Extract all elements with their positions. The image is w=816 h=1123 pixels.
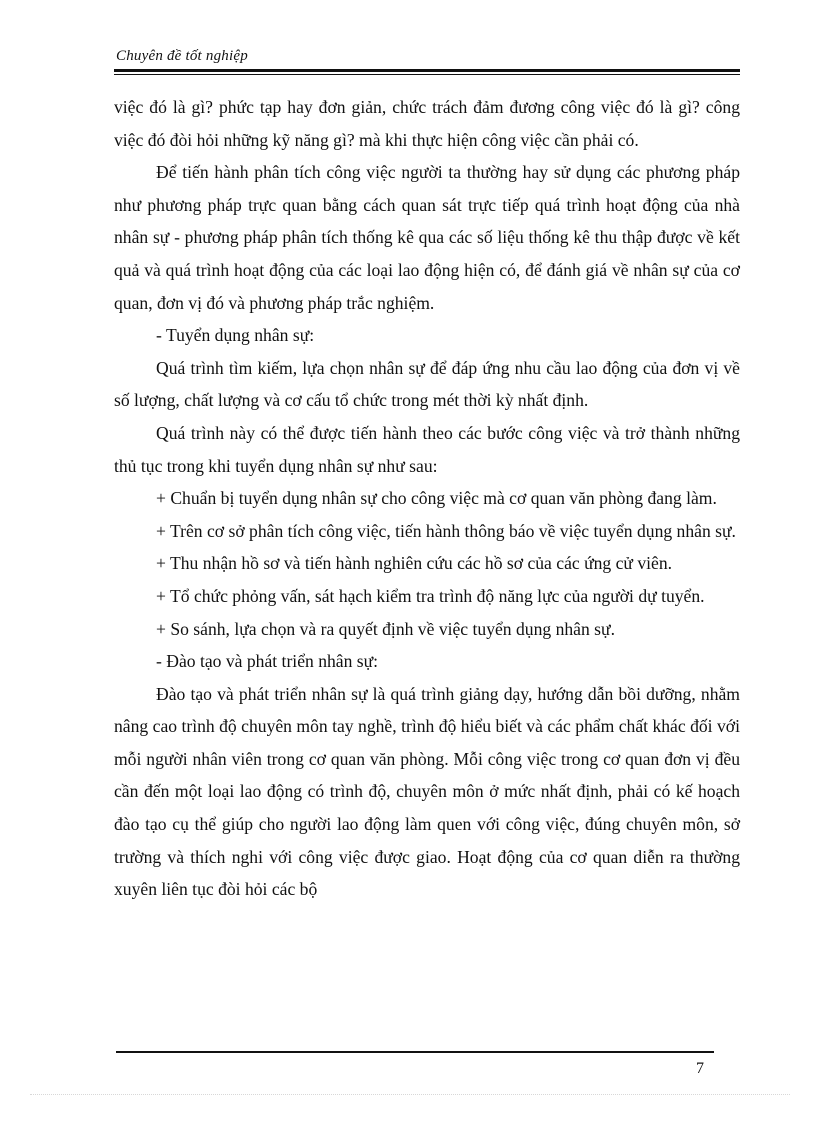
list-item: + So sánh, lựa chọn và ra quyết định về việc tuyển dụng nhân sự.	[156, 618, 615, 639]
paragraph: Quá trình tìm kiếm, lựa chọn nhân sự để đáp ứng nhu cầu lao động của đơn vị về số lượng, chất lượng và cơ cấu tổ chức trong mét thời kỳ nhất định.	[114, 357, 740, 411]
footer-rule	[116, 1051, 714, 1053]
paragraph: Quá trình này có thể được tiến hành theo các bước công việc và trở thành những thủ tục trong khi tuyển dụng nhân sự như sau:	[114, 422, 740, 476]
paragraph: Đào tạo và phát triển nhân sự là quá trình giảng dạy, hướng dẫn bồi dưỡng, nhằm nâng cao trình độ chuyên môn tay nghề, trình độ hiểu biết và các phẩm chất khác đối với mỗi người nhân viên trong cơ quan văn phòng. Mỗi công việc trong cơ quan đơn vị đều cần đến một loại lao động có trình độ, chuyên môn ở mức nhất định, phải có kế hoạch đào tạo cụ thể giúp cho người lao động làm quen với công việc, đúng chuyên môn, sở trường và thích nghi với công việc được giao. Hoạt động của cơ quan diễn ra thường xuyên liên tục đòi hỏi các bộ	[114, 683, 740, 900]
paragraph: việc đó là gì? phức tạp hay đơn giản, chức trách đảm đương công việc đó là gì? công việc đó đòi hỏi những kỹ năng gì? mà khi thực hiện công việc cần phải có.	[114, 97, 740, 150]
list-item: + Chuẩn bị tuyển dụng nhân sự cho công việc mà cơ quan văn phòng đang làm.	[156, 488, 717, 509]
list-item: + Trên cơ sở phân tích công việc, tiến hành thông báo về việc tuyển dụng nhân sự.	[156, 520, 736, 541]
list-item: + Tổ chức phỏng vấn, sát hạch kiểm tra trình độ năng lực của người dự tuyển.	[156, 585, 705, 606]
header-rule-secondary	[114, 74, 740, 75]
page-bottom-border	[30, 1094, 790, 1095]
header-rule	[114, 69, 740, 72]
section-heading-recruitment: - Tuyển dụng nhân sự:	[156, 325, 315, 346]
list-item: + Thu nhận hồ sơ và tiến hành nghiên cứu các hồ sơ của các ứng cử viên.	[156, 553, 673, 574]
section-heading-training: - Đào tạo và phát triển nhân sự:	[156, 651, 379, 672]
running-header-title: Chuyên đề tốt nghiệp	[116, 48, 248, 64]
body-text	[114, 91, 740, 906]
page-number: 7	[696, 1060, 704, 1077]
paragraph: Để tiến hành phân tích công việc người ta thường hay sử dụng các phương pháp như phương pháp trực quan bằng cách quan sát trực tiếp quá trình hoạt động của nhà nhân sự - phương pháp phân tích thống kê qua các số liệu thống kê thu thập được về kết quả và quá trình hoạt động của các loại lao động hiện có, để đánh giá về nhân sự của cơ quan, đơn vị đó và phương pháp trắc nghiệm.	[114, 162, 740, 313]
